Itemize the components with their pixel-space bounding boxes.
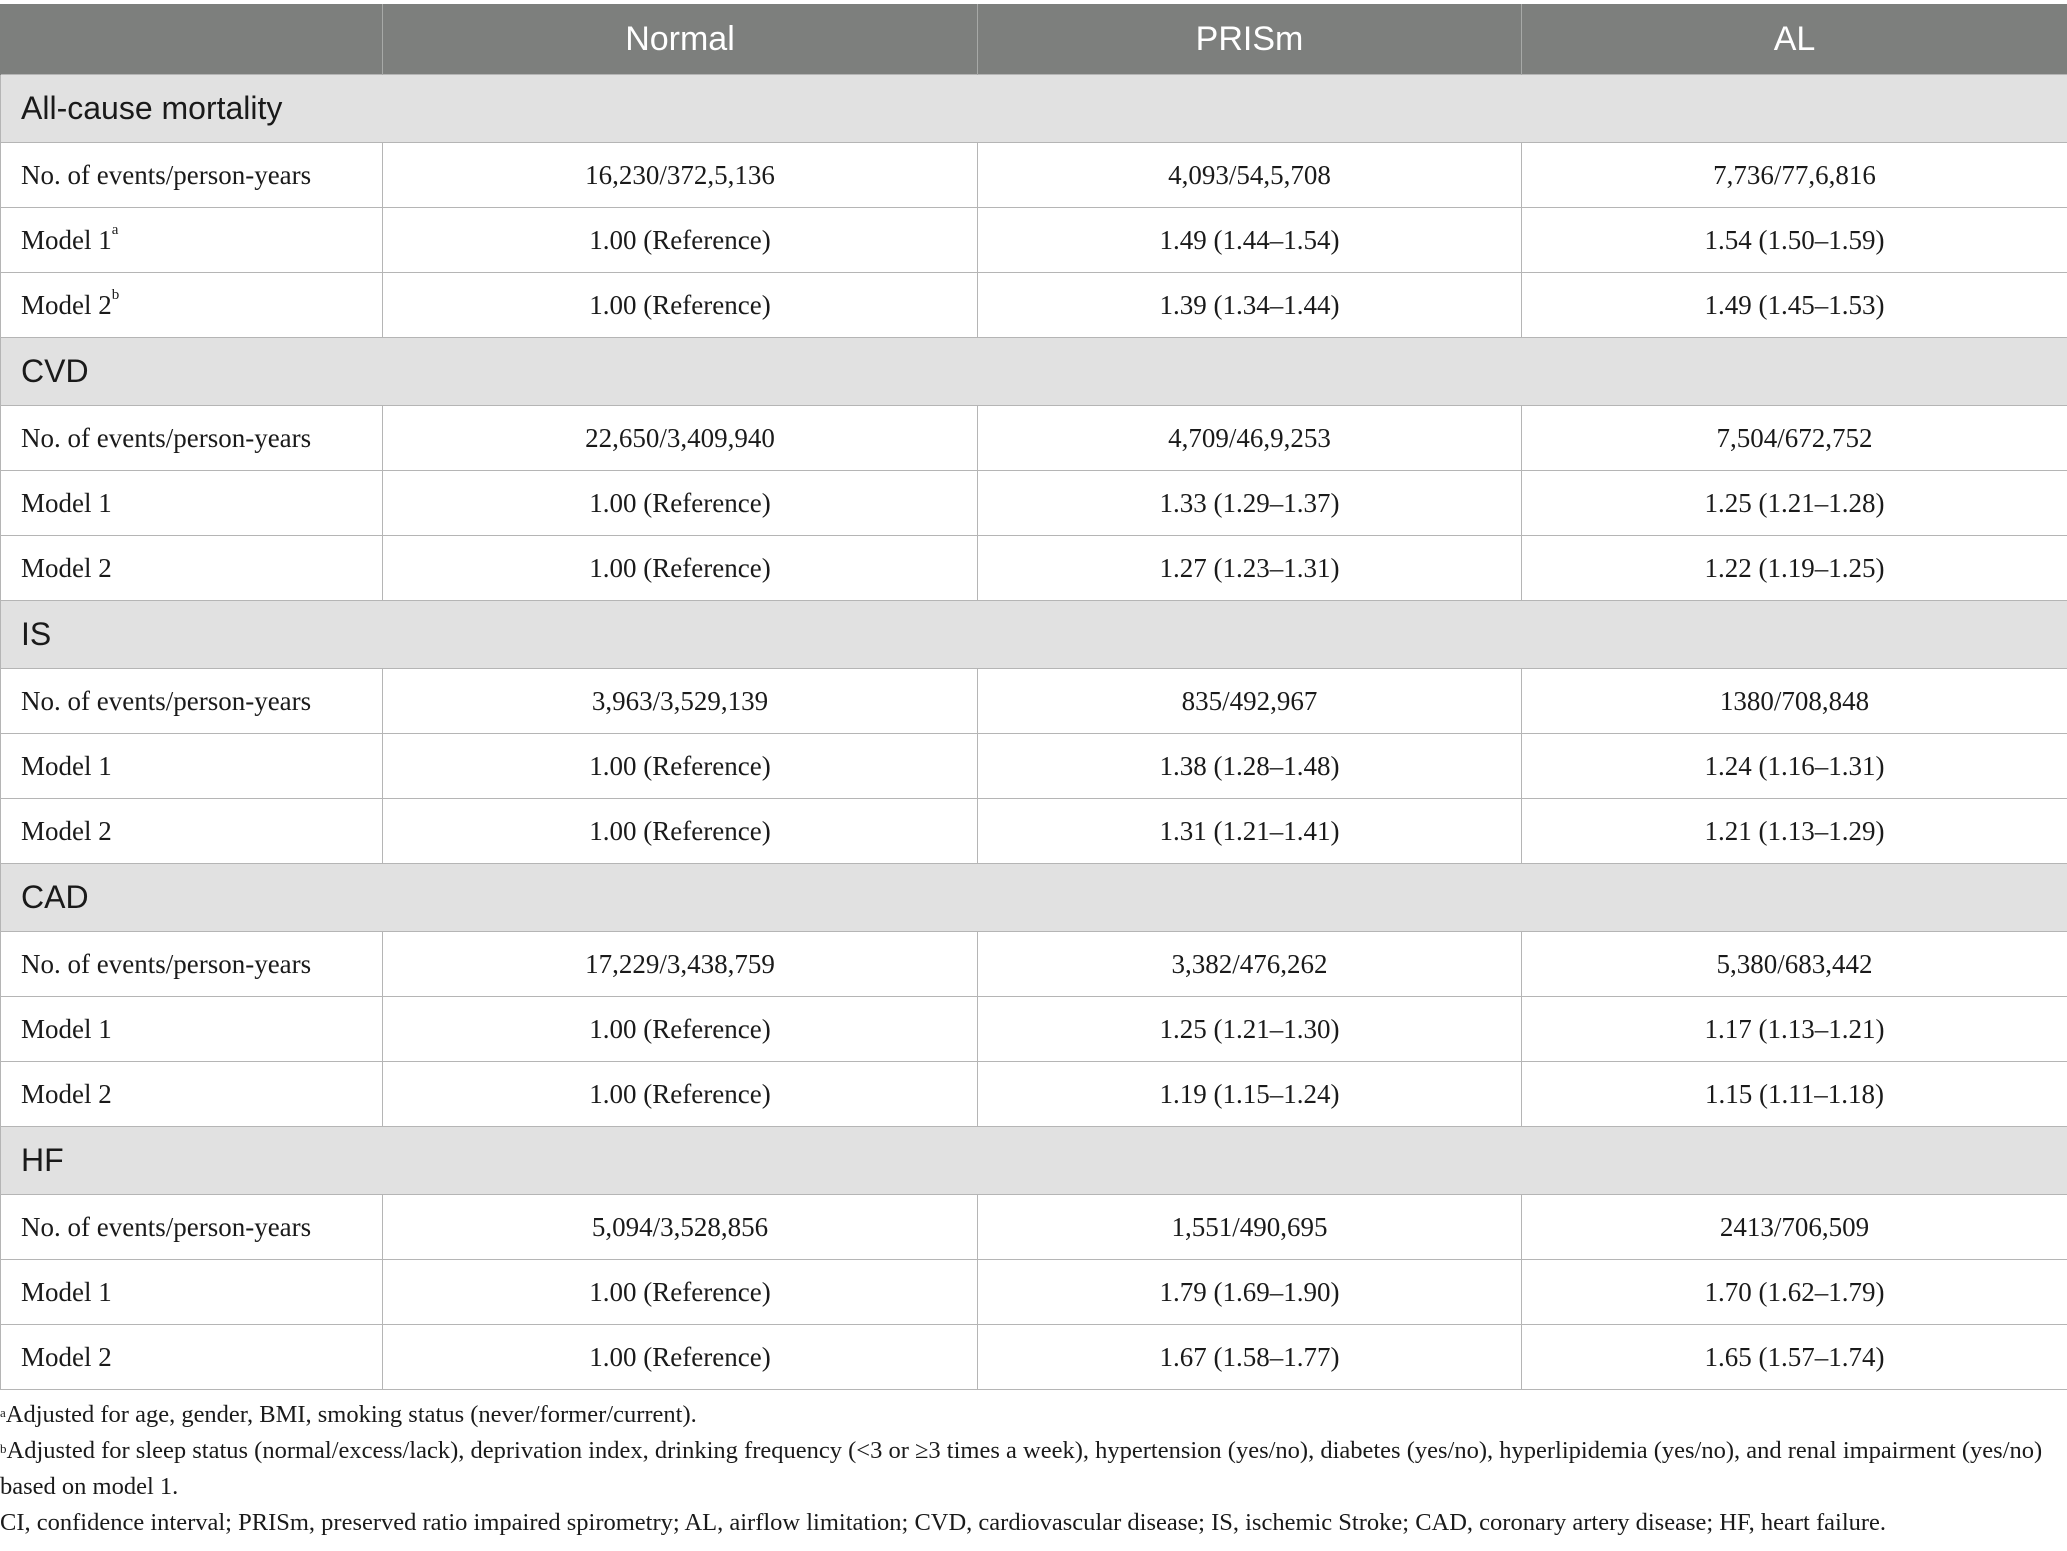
normal-value-cell: 1.00 (Reference) [383,1062,978,1127]
prism-value-cell: 1,551/490,695 [978,1195,1522,1260]
row-label: No. of events/person-years [21,685,312,716]
al-value-cell: 1380/708,848 [1522,669,2067,734]
normal-value-cell: 1.00 (Reference) [383,799,978,864]
table-row [1,932,2067,997]
section-title: HF [1,1127,2067,1195]
al-value-cell: 1.65 (1.57–1.74) [1522,1325,2067,1390]
al-value-cell: 5,380/683,442 [1522,932,2067,997]
row-label: Model 1 [21,750,112,781]
footnote [0,1505,2067,1541]
row-label: No. of events/person-years [21,422,312,453]
section-row [1,601,2067,669]
header-cell-normal: Normal [383,4,978,75]
al-value-cell: 1.49 (1.45–1.53) [1522,273,2067,338]
normal-value-cell: 1.00 (Reference) [383,208,978,273]
row-label-cell [1,1325,383,1390]
al-value-cell: 7,736/77,6,816 [1522,143,2067,208]
table-row [1,799,2067,864]
row-label-cell [1,799,383,864]
footnote-marker: b [0,1441,7,1456]
footnote [0,1397,2067,1433]
section-title: CAD [1,864,2067,932]
row-label-cell [1,406,383,471]
row-label-cell [1,471,383,536]
row-label: Model 1 [21,1276,112,1307]
al-value-cell: 1.70 (1.62–1.79) [1522,1260,2067,1325]
row-label: Model 2 [21,815,112,846]
row-label-cell [1,1195,383,1260]
normal-value-cell: 1.00 (Reference) [383,997,978,1062]
table-row [1,997,2067,1062]
normal-value-cell: 1.00 (Reference) [383,1325,978,1390]
prism-value-cell: 1.49 (1.44–1.54) [978,208,1522,273]
al-value-cell: 1.25 (1.21–1.28) [1522,471,2067,536]
al-value-cell: 1.22 (1.19–1.25) [1522,536,2067,601]
al-value-cell: 1.24 (1.16–1.31) [1522,734,2067,799]
table-row [1,406,2067,471]
row-label-cell [1,143,383,208]
prism-value-cell: 1.39 (1.34–1.44) [978,273,1522,338]
prism-value-cell: 1.38 (1.28–1.48) [978,734,1522,799]
section-row [1,75,2067,143]
row-label-cell [1,669,383,734]
normal-value-cell: 5,094/3,528,856 [383,1195,978,1260]
prism-value-cell: 4,093/54,5,708 [978,143,1522,208]
normal-value-cell: 1.00 (Reference) [383,734,978,799]
row-label-cell [1,1062,383,1127]
prism-value-cell: 1.67 (1.58–1.77) [978,1325,1522,1390]
prism-value-cell: 1.19 (1.15–1.24) [978,1062,1522,1127]
row-label: Model 2 [21,1078,112,1109]
footnote-text: Adjusted for age, gender, BMI, smoking status (never/former/current). [5,1401,697,1428]
table-row [1,734,2067,799]
table-row [1,536,2067,601]
normal-value-cell: 1.00 (Reference) [383,471,978,536]
row-label-cell [1,734,383,799]
al-value-cell: 2413/706,509 [1522,1195,2067,1260]
row-label-cell [1,997,383,1062]
section-title: All-cause mortality [1,75,2067,143]
row-label: No. of events/person-years [21,159,312,190]
header-cell-al: AL [1522,4,2067,75]
row-label-cell [1,208,383,273]
table-row [1,1062,2067,1127]
table-row [1,1325,2067,1390]
section-title: CVD [1,338,2067,406]
row-label: Model 1 [21,224,112,255]
normal-value-cell: 1.00 (Reference) [383,536,978,601]
row-label: No. of events/person-years [21,948,312,979]
al-value-cell: 1.54 (1.50–1.59) [1522,208,2067,273]
normal-value-cell: 3,963/3,529,139 [383,669,978,734]
normal-value-cell: 17,229/3,438,759 [383,932,978,997]
footnote-text: Adjusted for sleep status (normal/excess/lack), deprivation index, drinking frequency (<3 or ≥3 times a week), hypertension (yes/no), diabetes (yes/no), hyperlipidemia (yes/no), and renal impairment (yes/no) based on model 1. [0,1437,2043,1500]
prism-value-cell: 1.31 (1.21–1.41) [978,799,1522,864]
footnote-marker: b [111,286,120,303]
footnote-text: CI, confidence interval; PRISm, preserved ratio impaired spirometry; AL, airflow limitation; CVD, cardiovascular disease; IS, ischemic Stroke; CAD, coronary artery disease; HF, heart failure. [0,1509,1887,1536]
al-value-cell: 1.17 (1.13–1.21) [1522,997,2067,1062]
table-row [1,669,2067,734]
row-label: Model 1 [21,1013,112,1044]
header-cell-prism: PRISm [978,4,1522,75]
table-row [1,208,2067,273]
row-label: Model 2 [21,289,112,320]
prism-value-cell: 3,382/476,262 [978,932,1522,997]
section-row [1,338,2067,406]
table-row [1,1260,2067,1325]
normal-value-cell: 1.00 (Reference) [383,273,978,338]
prism-value-cell: 1.79 (1.69–1.90) [978,1260,1522,1325]
table-footnotes [0,1397,2067,1541]
prism-value-cell: 1.33 (1.29–1.37) [978,471,1522,536]
normal-value-cell: 16,230/372,5,136 [383,143,978,208]
normal-value-cell: 22,650/3,409,940 [383,406,978,471]
prism-value-cell: 4,709/46,9,253 [978,406,1522,471]
row-label: Model 1 [21,487,112,518]
row-label-cell [1,932,383,997]
prism-value-cell: 835/492,967 [978,669,1522,734]
row-label-cell [1,273,383,338]
table-row [1,273,2067,338]
header-row [1,4,2067,75]
section-title: IS [1,601,2067,669]
al-value-cell: 1.21 (1.13–1.29) [1522,799,2067,864]
header-cell-label [1,4,383,75]
section-row [1,1127,2067,1195]
table-row [1,143,2067,208]
table-row [1,1195,2067,1260]
footnote-marker: a [111,221,119,238]
table-body [1,75,2067,1390]
al-value-cell: 1.15 (1.11–1.18) [1522,1062,2067,1127]
section-row [1,864,2067,932]
prism-value-cell: 1.25 (1.21–1.30) [978,997,1522,1062]
row-label: Model 2 [21,1341,112,1372]
footnote [0,1433,2067,1505]
prism-value-cell: 1.27 (1.23–1.31) [978,536,1522,601]
results-table [0,4,2067,1390]
row-label: No. of events/person-years [21,1211,312,1242]
al-value-cell: 7,504/672,752 [1522,406,2067,471]
footnote-marker: a [0,1405,6,1420]
row-label-cell [1,1260,383,1325]
row-label: Model 2 [21,552,112,583]
table-row [1,471,2067,536]
row-label-cell [1,536,383,601]
normal-value-cell: 1.00 (Reference) [383,1260,978,1325]
